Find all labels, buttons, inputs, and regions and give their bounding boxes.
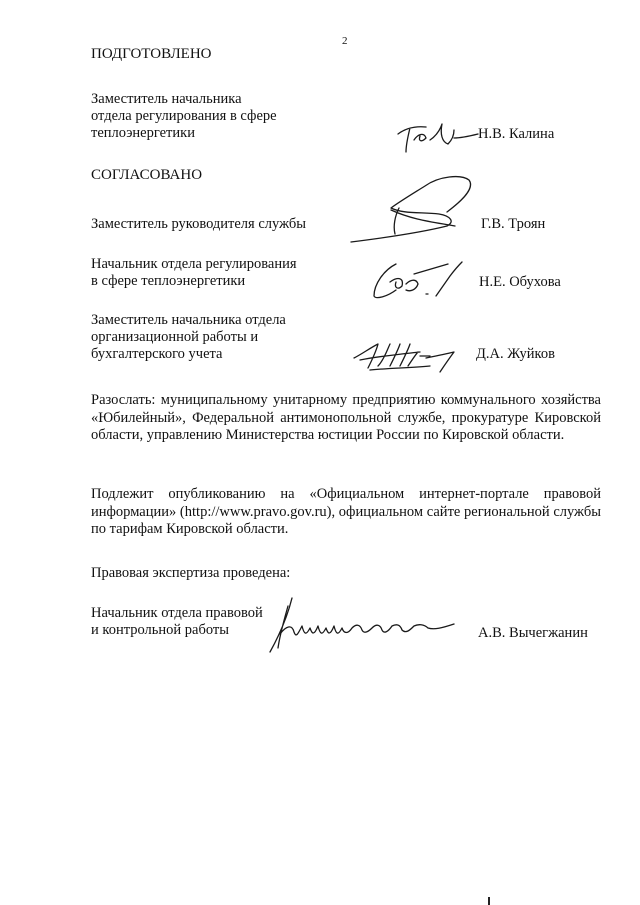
page-number: 2 (342, 35, 348, 47)
signer-position-line: организационной работы и (91, 329, 259, 345)
scan-edge-mark (488, 897, 490, 905)
legal-position-line: Начальник отдела правовой (91, 605, 263, 621)
signature-kalina (392, 112, 482, 158)
name-vychegzhanin: А.В. Вычегжанин (478, 625, 588, 641)
prepared-position-line: теплоэнергетики (91, 125, 195, 141)
name-obukhova: Н.Е. Обухова (479, 274, 561, 290)
legal-review-statement: Правовая экспертиза проведена: (91, 565, 291, 581)
prepared-position-line: Заместитель начальника (91, 91, 242, 107)
signature-zhuikov (350, 336, 462, 376)
signer-position-line: в сфере теплоэнергетики (91, 273, 246, 289)
signer-position-line: Заместитель руководителя службы (91, 216, 307, 232)
signer-position-line: бухгалтерского учета (91, 346, 223, 362)
signer-position-line: Заместитель начальника отдела (91, 312, 286, 328)
signer-1-position (91, 216, 306, 233)
prepared-heading: ПОДГОТОВЛЕНО (91, 46, 212, 62)
name-troyan: Г.В. Троян (481, 216, 546, 232)
signature-troyan (343, 172, 479, 252)
distribution-paragraph: Разослать: муниципальному унитарному предприятию коммунального хозяйства «Юбилейный», Федеральной антимонопольной службе, прокуратуре Кировской области, управлению Министерства юстиции России по Кировской области. (91, 392, 601, 443)
signature-vychegzhanin (258, 594, 466, 656)
signer-position-line: Начальник отдела регулирования (91, 256, 297, 272)
signer-3-position (91, 312, 286, 363)
name-kalina: Н.В. Калина (478, 126, 555, 142)
prepared-position-line: отдела регулирования в сфере (91, 108, 277, 124)
name-zhuikov: Д.А. Жуйков (476, 346, 555, 362)
signer-2-position (91, 256, 297, 290)
agreed-heading: СОГЛАСОВАНО (91, 167, 203, 183)
legal-review-position (91, 605, 263, 639)
signature-obukhova (366, 256, 470, 304)
publication-paragraph: Подлежит опубликованию на «Официальном интернет-портале правовой информации» (http://www.pravo.gov.ru), официальном сайте региональной службы по тарифам Кировской области. (91, 486, 601, 537)
prepared-position (91, 91, 277, 142)
legal-position-line: и контрольной работы (91, 622, 229, 638)
